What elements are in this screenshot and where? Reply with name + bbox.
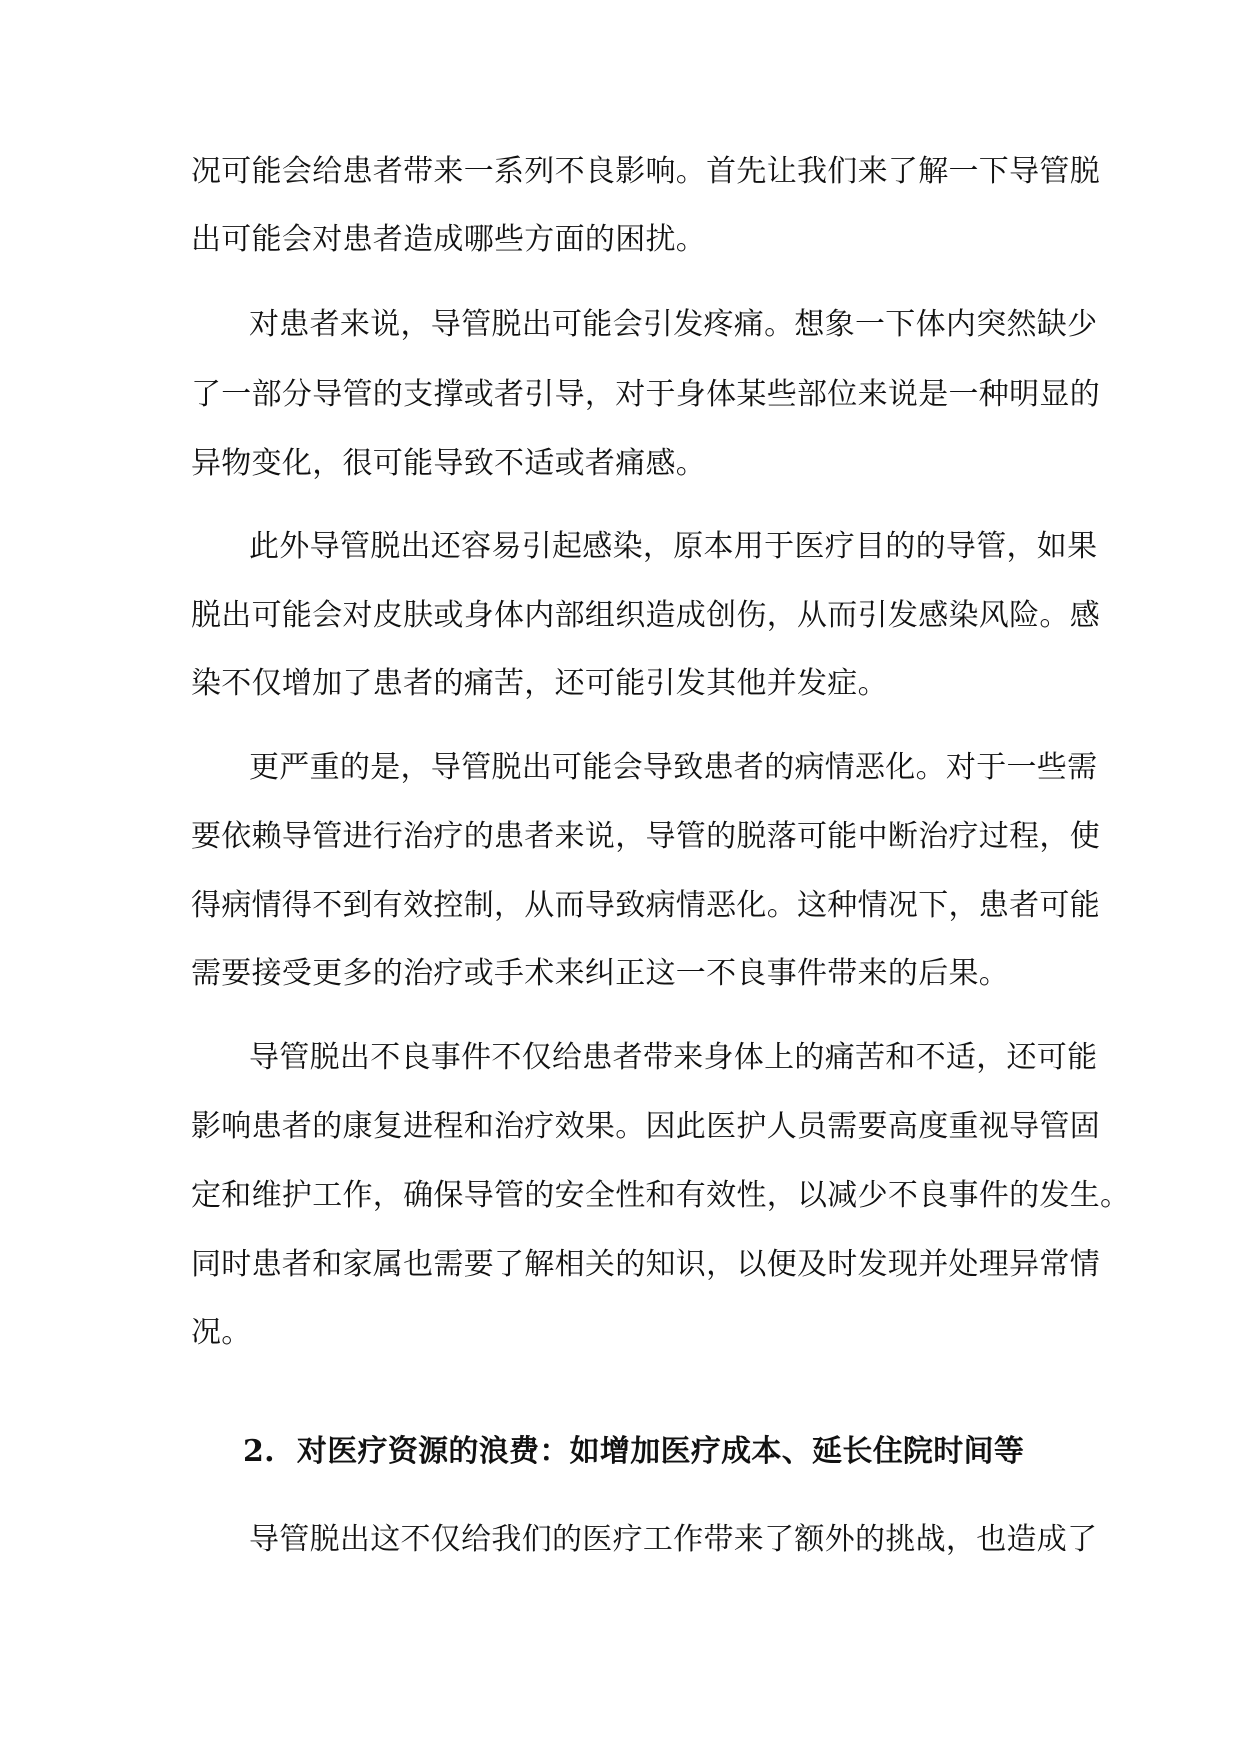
paragraph-line: 影响患者的康复进程和治疗效果。因此医护人员需要高度重视导管固 — [191, 1109, 1100, 1144]
paragraph-line: 况。 — [191, 1315, 252, 1350]
paragraph-line: 异物变化，很可能导致不适或者痛感。 — [191, 446, 707, 481]
paragraph-line: 要依赖导管进行治疗的患者来说，导管的脱落可能中断治疗过程，使 — [191, 819, 1100, 854]
section-heading — [243, 1424, 1053, 1480]
paragraph-line: 对患者来说，导管脱出可能会引发疼痛。想象一下体内突然缺少 — [249, 307, 1098, 342]
paragraph-line: 导管脱出这不仅给我们的医疗工作带来了额外的挑战，也造成了 — [249, 1522, 1098, 1557]
paragraph-line: 况可能会给患者带来一系列不良影响。首先让我们来了解一下导管脱 — [191, 154, 1100, 189]
paragraph-line: 得病情得不到有效控制，从而导致病情恶化。这种情况下，患者可能 — [191, 888, 1100, 923]
paragraph-line: 同时患者和家属也需要了解相关的知识，以便及时发现并处理异常情 — [191, 1247, 1100, 1282]
paragraph-line: 脱出可能会对皮肤或身体内部组织造成创伤，从而引发感染风险。感 — [191, 598, 1100, 633]
paragraph-line: 更严重的是，导管脱出可能会导致患者的病情恶化。对于一些需 — [249, 750, 1098, 785]
paragraph-line: 染不仅增加了患者的痛苦，还可能引发其他并发症。 — [191, 666, 888, 701]
paragraph-line: 了一部分导管的支撑或者引导，对于身体某些部位来说是一种明显的 — [191, 377, 1100, 412]
paragraph-line: 出可能会对患者造成哪些方面的困扰。 — [191, 222, 707, 257]
paragraph-line: 导管脱出不良事件不仅给患者带来身体上的痛苦和不适，还可能 — [249, 1040, 1098, 1075]
paragraph-line: 此外导管脱出还容易引起感染，原本用于医疗目的的导管，如果 — [249, 529, 1098, 564]
paragraph-line: 定和维护工作，确保导管的安全性和有效性，以减少不良事件的发生。 — [191, 1178, 1131, 1213]
section-number: 2. — [243, 1434, 275, 1469]
section-title: 对医疗资源的浪费：如增加医疗成本、延长住院时间等 — [296, 1434, 1025, 1469]
paragraph-line: 需要接受更多的治疗或手术来纠正这一不良事件带来的后果。 — [191, 956, 1010, 991]
